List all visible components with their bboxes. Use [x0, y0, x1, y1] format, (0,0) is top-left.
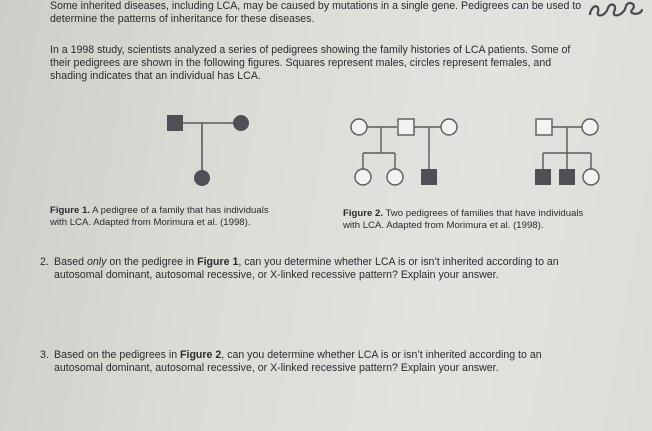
question-2 [40, 256, 630, 282]
study-line-3: shading indicates that an individual has LCA. [50, 70, 261, 82]
question-3-text-pre: Based on the pedigrees in [54, 349, 181, 361]
figure-2-caption-line-2: with LCA. Adapted from Morimura et al. (1998). [343, 220, 544, 231]
unaffected-daughter-symbol [583, 169, 599, 185]
unaffected-daughter-symbol [387, 169, 403, 185]
study-line-2: their pedigrees are shown in the following figures. Squares represent males, circles represent females, and [50, 57, 552, 69]
figure-2-pedigree-a [343, 115, 473, 193]
unaffected-male-symbol [536, 119, 552, 135]
figure-2-caption-text: Two pedigrees of families that have individuals [382, 208, 584, 219]
affected-daughter-symbol [194, 170, 210, 186]
study-line-1: In a 1998 study, scientists analyzed a series of pedigrees showing the family histories of LCA patients. Some of [50, 44, 571, 56]
figure-1-caption-text: A pedigree of a family that has individuals [89, 205, 269, 216]
figure-1-caption-line-2: with LCA. Adapted from Morimura et al. (1998). [50, 217, 251, 228]
question-2-number: 2. [40, 256, 49, 268]
figure-1-caption [50, 205, 320, 229]
question-3 [40, 349, 630, 375]
affected-son-symbol [559, 169, 575, 185]
intro-paragraph [50, 0, 630, 26]
figure-2-label: Figure 2. [343, 208, 383, 219]
question-2-text-post: , can you determine whether LCA is or isn’t inherited according to an [238, 256, 559, 268]
figure-1-pedigree [150, 110, 260, 190]
unaffected-female-symbol [441, 119, 457, 135]
unaffected-female-symbol [582, 119, 598, 135]
question-3-text-post: , can you determine whether LCA is or isn’t inherited according to an [221, 349, 542, 361]
affected-son-symbol [421, 169, 437, 185]
question-2-text-mid: on the pedigree in [106, 256, 198, 268]
figure-1-label: Figure 1. [50, 205, 90, 216]
affected-male-symbol [167, 115, 183, 131]
unaffected-male-symbol [398, 119, 414, 135]
intro-line-2: determine the patterns of inheritance for these diseases. [50, 13, 315, 25]
figure-2-pedigree-b [522, 115, 614, 193]
question-3-figure-ref: Figure 2 [180, 349, 222, 361]
intro-line-1: Some inherited diseases, including LCA, may be caused by mutations in a single gene. Pedigrees can be used to [50, 0, 582, 12]
figure-2-caption [343, 208, 623, 232]
affected-female-symbol [233, 115, 249, 131]
question-2-line-2: autosomal dominant, autosomal recessive, or X-linked recessive pattern? Explain your answer. [54, 269, 499, 281]
question-2-figure-ref: Figure 1 [197, 256, 239, 268]
question-3-number: 3. [40, 349, 49, 361]
affected-son-symbol [535, 169, 551, 185]
question-3-line-2: autosomal dominant, autosomal recessive, or X-linked recessive pattern? Explain your answer. [54, 362, 499, 374]
unaffected-female-symbol [351, 119, 367, 135]
study-paragraph [50, 44, 610, 83]
question-2-emphasis: only [86, 256, 107, 268]
unaffected-daughter-symbol [355, 169, 371, 185]
question-2-text-pre: Based [54, 256, 87, 268]
